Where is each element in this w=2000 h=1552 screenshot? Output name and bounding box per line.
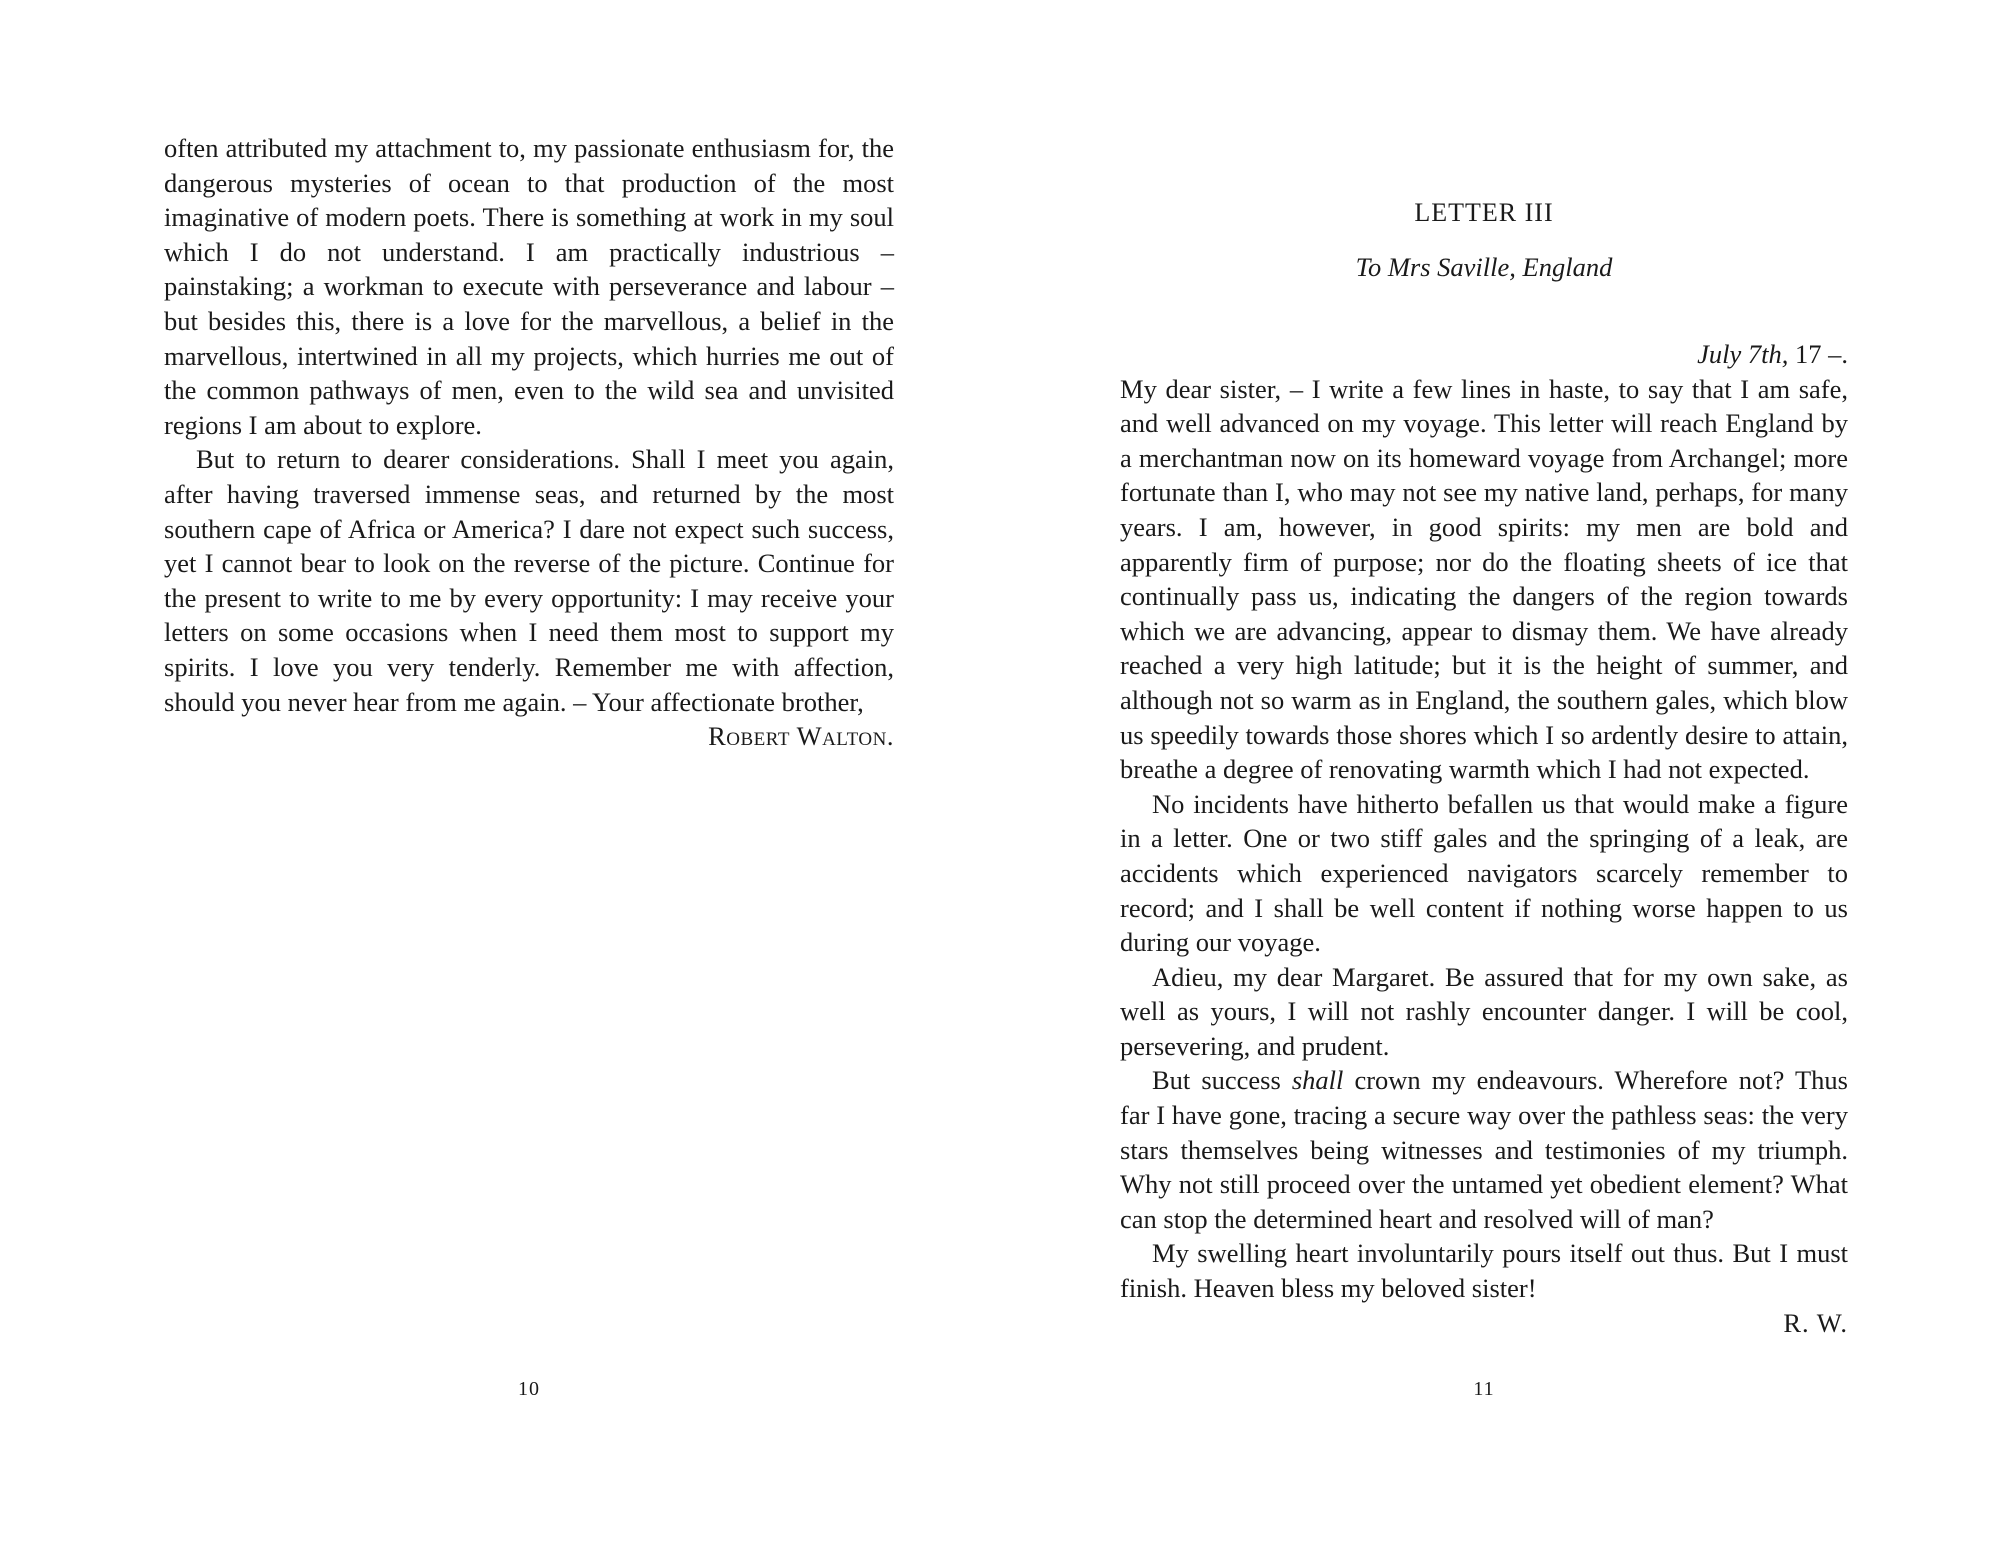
right-paragraph-4-start: But success [1152,1065,1292,1096]
left-page-number: 10 [518,1378,540,1400]
right-paragraph-4-emphasis: shall [1291,1065,1344,1096]
right-signature: R. W. [1783,1307,1848,1338]
left-page [164,0,894,1552]
right-page [1120,0,1848,1552]
left-paragraph-2: But to return to dearer considerations. Shall I meet you again, after having traversed immense seas, and returned by the most southern cape of Africa or America? I dare not expect such success, yet I cannot bear to look on the reverse of the picture. Continue for the present to write to me by every opportunity: I may receive your letters on some occasions when I need them most to support my spirits. I love you very tenderly. Remember me with affection, should you never hear from me again. – Your affectionate brother, [164,444,894,717]
letter-date-italic: July 7th, [1697,339,1789,369]
left-paragraph-1: often attributed my attachment to, my passionate enthusiasm for, the dangerous mysteries of ocean to that production of the most imaginative of modern poets. There is something at work in my soul which I do not understand. I am practically industrious – painstaking; a workman to execute with perseverance and labour – but besides this, there is a love for the marvellous, a belief in the marvellous, intertwined in all my projects, which hurries me out of the common pathways of men, even to the wild sea and unvisited regions I am about to explore. [164,133,894,440]
letter-heading: LETTER III [1414,198,1554,227]
letter-date [1120,337,1848,372]
right-page-body [1120,337,1848,1340]
right-paragraph-5: My swelling heart involuntarily pours itself out thus. But I must finish. Heaven bless my beloved sister! [1120,1238,1848,1304]
right-paragraph-1: My dear sister, – I write a few lines in haste, to say that I am safe, and well advanced on my voyage. This letter will reach England by a merchantman now on its homeward voyage from Archangel; more fortunate than I, who may not see my native land, perhaps, for many years. I am, however, in good spirits: my men are bold and apparently firm of purpose; nor do the floating sheets of ice that continually pass us, indicating the dangers of the region towards which we are advancing, appear to dismay them. We have already reached a very high latitude; but it is the height of summer, and although not so warm as in England, the southern gales, which blow us speedily towards those shores which I so ardently desire to attain, breathe a degree of renovating warmth which I had not expected. [1120,373,1848,785]
right-paragraph-4-end: crown my endeavours. Wherefore not? Thus far I have gone, tracing a secure way over the pathless seas: the very stars themselves being witnesses and testimonies of my triumph. Why not still proceed over the untamed yet obedient element? What can stop the determined heart and resolved will of man? [1120,1065,1848,1234]
left-page-body [164,131,894,754]
right-paragraph-3: Adieu, my dear Margaret. Be assured that for my own sake, as well as yours, I will not rashly encounter danger. I will be cool, persevering, and prudent. [1120,961,1848,1061]
letter-date-rest: 17 –. [1788,339,1848,369]
left-signature: Robert Walton. [708,721,894,752]
right-page-number: 11 [1473,1378,1495,1400]
right-paragraph-2: No incidents have hitherto befallen us that would make a figure in a letter. One or two stiff gales and the springing of a leak, are accidents which experienced navigators scarcely remember to record; and I shall be well content if nothing worse happen to us during our voyage. [1120,788,1848,958]
right-paragraph-4 [1120,1063,1848,1236]
letter-recipient: To Mrs Saville, England [1355,252,1613,282]
